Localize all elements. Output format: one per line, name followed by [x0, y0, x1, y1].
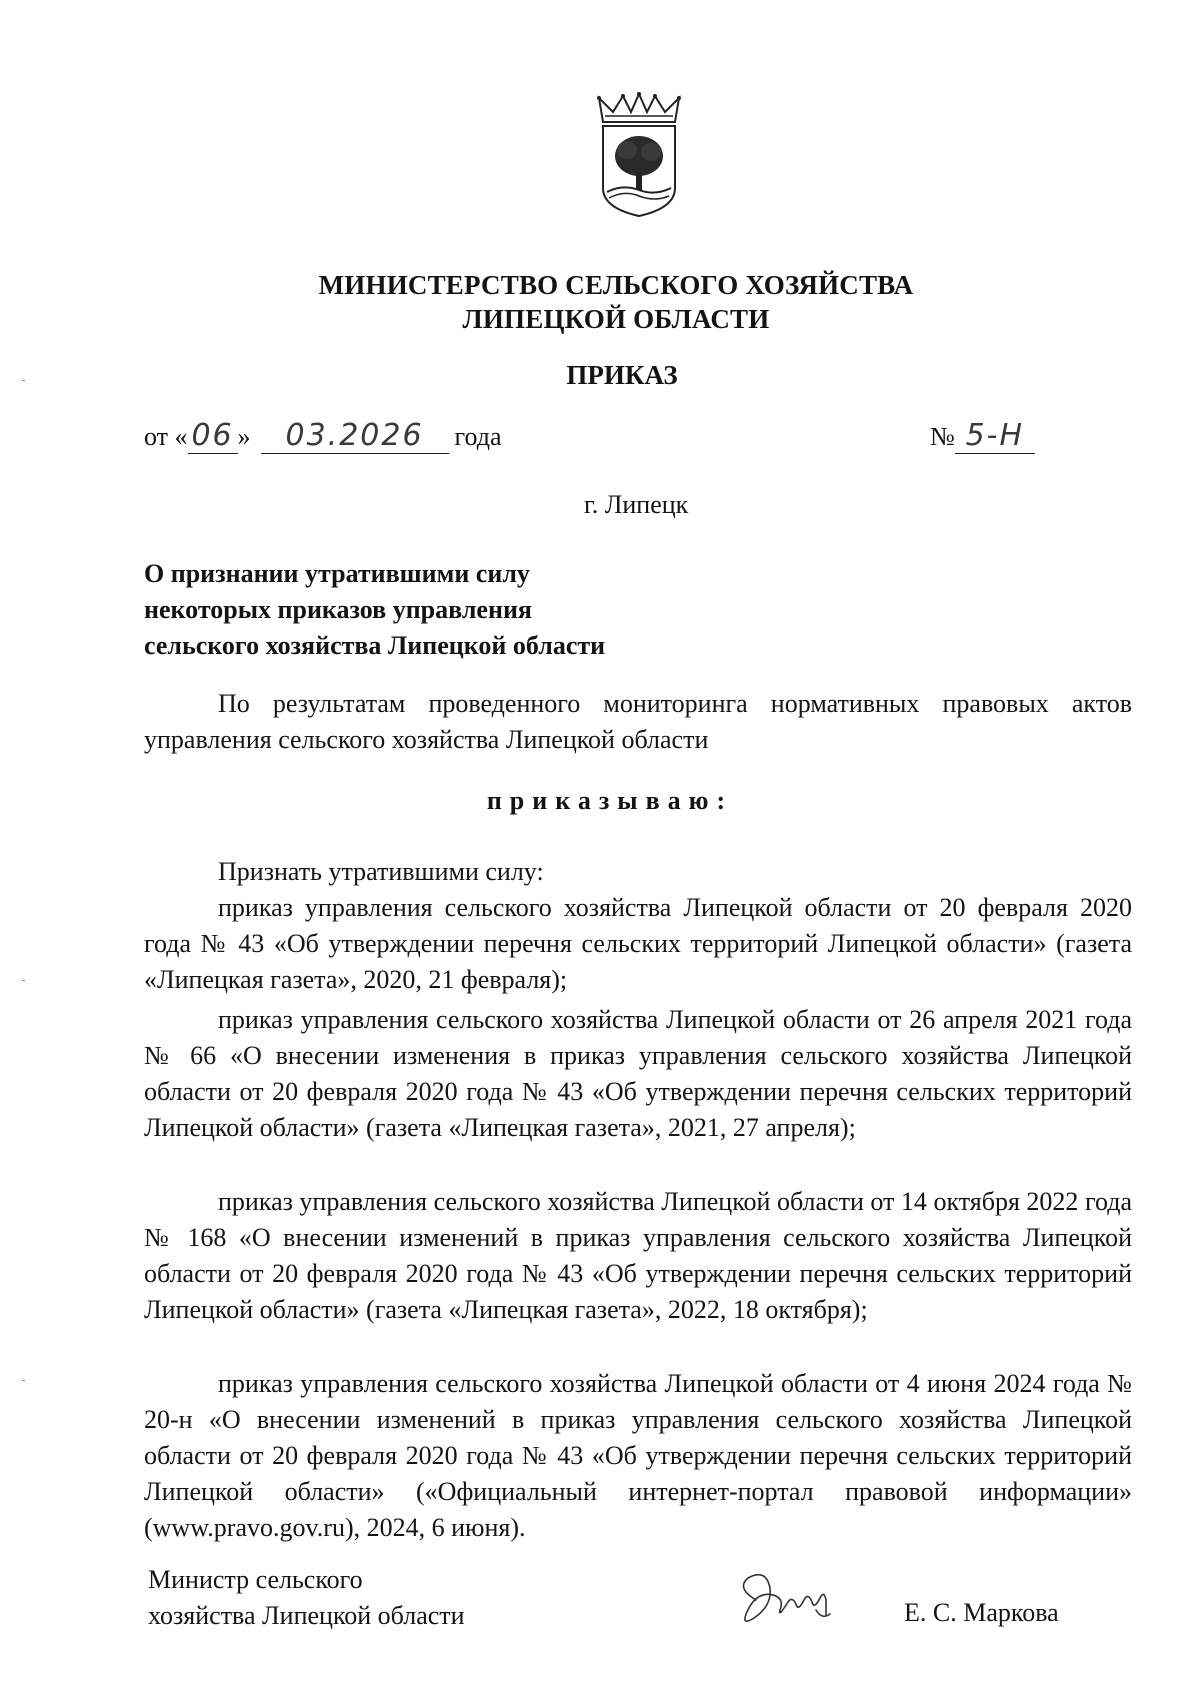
subject-line2: некоторых приказов управления: [144, 595, 532, 624]
date-month-year-field: [261, 418, 449, 454]
document-type: ПРИКАЗ: [566, 360, 678, 390]
date-month-year: 03.2026: [285, 418, 424, 453]
list-item: приказ управления сельского хозяйства Липецкой области от 20 февраля 2020 года № 43 «Об утверждении перечня сельских территорий Липецкой области» (газета «Липецкая газета», 2020, 21 февраля);: [144, 893, 1132, 994]
handwritten-signature-icon: [726, 1566, 846, 1636]
signer-name: Е. С. Маркова: [904, 1598, 1059, 1627]
subject-line1: О признании утратившими силу: [144, 559, 530, 588]
date-quote-close: »: [237, 422, 251, 451]
coat-of-arms-icon: [593, 92, 685, 218]
document-number: [930, 418, 1035, 454]
signer-title-line2: хозяйства Липецкой области: [148, 1601, 465, 1630]
document-subject: [144, 556, 605, 664]
signer-title-line1: Министр сельского: [148, 1565, 363, 1594]
number-field: [955, 418, 1035, 454]
recognize-paragraph: Признать утратившими силу:: [218, 857, 544, 886]
scan-mark: [22, 1380, 25, 1381]
ministry-name-line2: ЛИПЕЦКОЙ ОБЛАСТИ: [462, 304, 770, 334]
subject-line3: сельского хозяйства Липецкой области: [144, 631, 606, 660]
scan-mark: [22, 380, 25, 381]
signer-title: [148, 1562, 465, 1634]
date-day-field: [188, 418, 238, 454]
number-value: 5-Н: [965, 418, 1025, 453]
list-item: приказ управления сельского хозяйства Липецкой области от 4 июня 2024 года № 20-н «О внесении изменений в приказ управления сельского хозяйства Липецкой области от 20 февраля 2020 года № 43 «Об утверждении перечня сельских территорий Липецкой области» («Официальный интернет-портал правовой информации» (www.pravo.gov.ru), 2024, 6 июня).: [144, 1369, 1132, 1542]
intro-paragraph: По результатам проведенного мониторинга нормативных правовых актов управления сельского хозяйства Липецкой области: [144, 689, 1132, 754]
list-item: приказ управления сельского хозяйства Липецкой области от 26 апреля 2021 года № 66 «О внесении изменения в приказ управления сельского хозяйства Липецкой области от 20 февраля 2020 года № 43 «Об утверждении перечня сельских территорий Липецкой области» (газета «Липецкая газета», 2021, 27 апреля);: [144, 1005, 1132, 1142]
ministry-name-line1: МИНИСТЕРСТВО СЕЛЬСКОГО ХОЗЯЙСТВА: [318, 270, 914, 300]
list-item: приказ управления сельского хозяйства Липецкой области от 14 октября 2022 года № 168 «О внесении изменений в приказ управления сельского хозяйства Липецкой области от 20 февраля 2020 года № 43 «Об утверждении перечня сельских территорий Липецкой области» (газета «Липецкая газета», 2022, 18 октября);: [144, 1187, 1132, 1324]
date-day: 06: [191, 418, 234, 453]
date-prefix: от «: [144, 422, 188, 451]
date-suffix: года: [454, 422, 502, 451]
city: г. Липецк: [584, 490, 689, 519]
orders-word: приказываю:: [486, 786, 734, 815]
scan-mark: [22, 980, 25, 981]
document-date: [144, 418, 502, 458]
number-label: №: [930, 422, 955, 451]
